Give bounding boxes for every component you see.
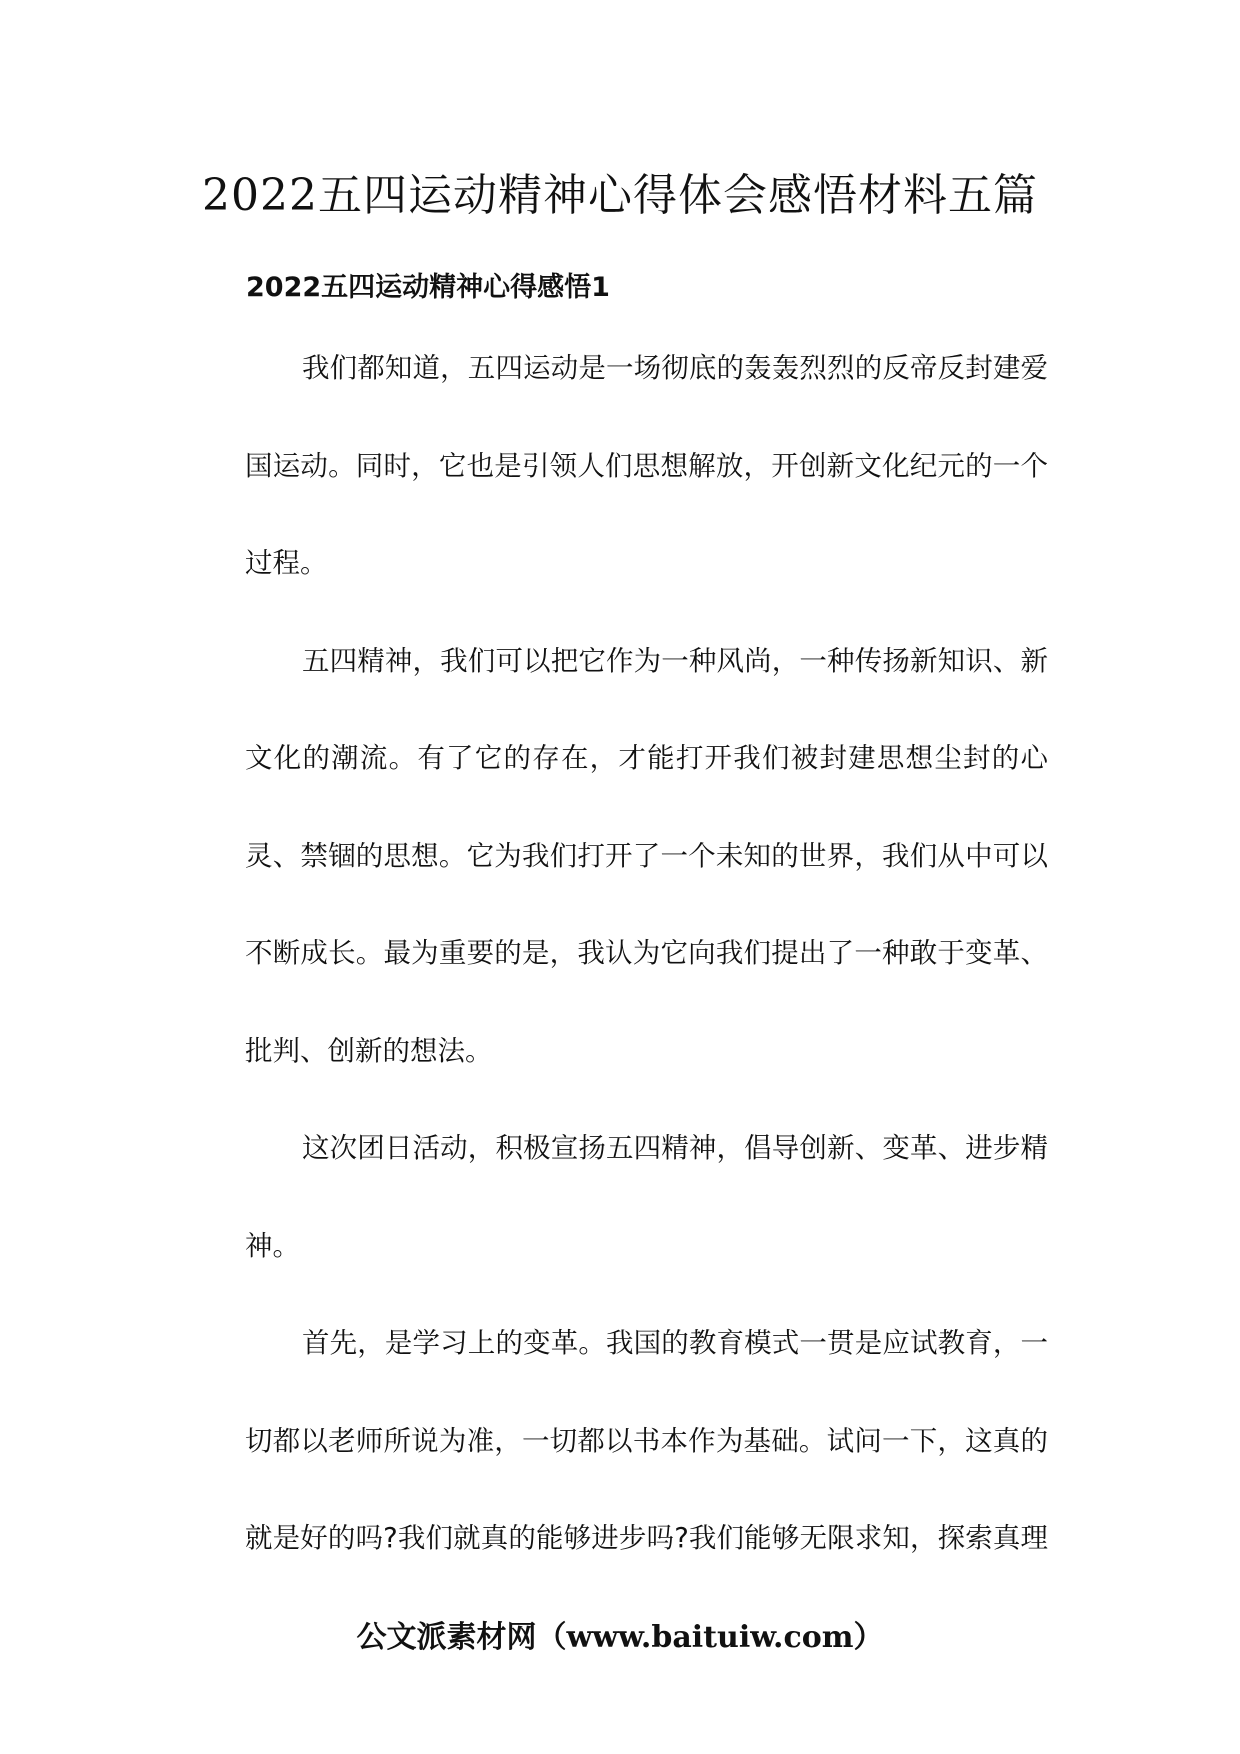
text-line: 国运动。同时，它也是引领人们思想解放，开创新文化纪元的一个 <box>245 449 1048 482</box>
section-heading: 2022五四运动精神心得感悟1 <box>246 272 610 303</box>
paragraph-1 <box>188 348 1048 641</box>
text-line: 过程。 <box>245 547 328 579</box>
text-line: 不断成长。最为重要的是，我认为它向我们提出了一种敢于变革、 <box>245 937 1048 969</box>
paragraph-3 <box>188 1128 1048 1323</box>
text-line: 切都以老师所说为准，一切都以书本作为基础。试问一下，这真的 <box>245 1424 1048 1457</box>
document-title: 2022五四运动精神心得体会感悟材料五篇 <box>202 170 1038 221</box>
document-body <box>188 348 1048 1616</box>
text-line: 神。 <box>245 1229 300 1262</box>
text-line: 灵、禁锢的思想。它为我们打开了一个未知的世界，我们从中可以 <box>245 839 1048 872</box>
text-line: 首先，是学习上的变革。我国的教育模式一贯是应试教育，一 <box>302 1327 1048 1359</box>
text-line: 就是好的吗?我们就真的能够进步吗?我们能够无限求知，探索真理 <box>245 1522 1048 1554</box>
text-line: 批判、创新的想法。 <box>245 1034 493 1067</box>
footer-source: 公文派素材网（www.baituiw.com） <box>356 1620 884 1655</box>
paragraph-2 <box>188 641 1048 1129</box>
text-line: 我们都知道，五四运动是一场彻底的轰轰烈烈的反帝反封建爱 <box>302 352 1048 384</box>
text-line: 文化的潮流。有了它的存在，才能打开我们被封建思想尘封的心 <box>245 742 1048 774</box>
text-line: 五四精神，我们可以把它作为一种风尚，一种传扬新知识、新 <box>302 644 1048 677</box>
paragraph-4 <box>188 1323 1048 1616</box>
text-line: 这次团日活动，积极宣扬五四精神，倡导创新、变革、进步精 <box>302 1132 1048 1164</box>
